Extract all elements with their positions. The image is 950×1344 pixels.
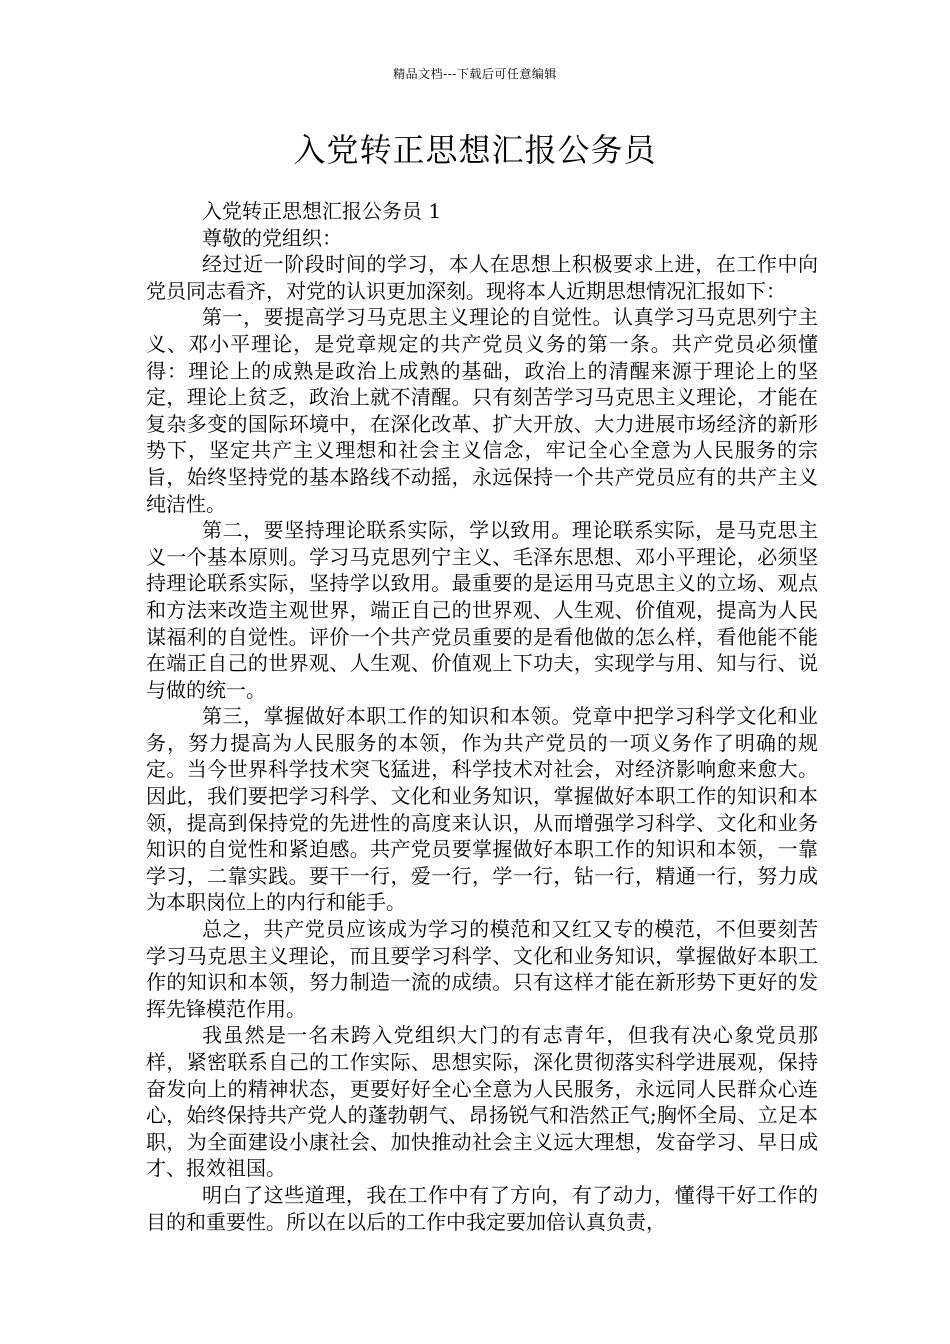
paragraph-third-point: 第三，掌握做好本职工作的知识和本领。党章中把学习科学文化和业务，努力提高为人民服务的本领，作为共产党员的一项义务作了明确的规定。当今世界科学技术突飞猛进，科学技术对社会，对经济影响愈来愈大。因此，我们要把学习科学、文化和业务知识，掌握做好本职工作的知识和本领，提高到保持党的先进性的高度来认识，从而增强学习科学、文化和业务知识的自觉性和紧迫感。共产党员要掌握做好本职工作的知识和本领，一靠学习，二靠实践。要干一行，爱一行，学一行，钻一行，精通一行，努力成为本职岗位上的内行和能手。 (146, 704, 818, 915)
header-note: 精品文档---下载后可任意编辑 (393, 67, 557, 81)
paragraph-summary: 总之，共产党员应该成为学习的模范和又红又专的模范，不但要刻苦学习马克思主义理论，而且要学习科学、文化和业务知识，掌握做好本职工作的知识和本领，努力制造一流的成绩。只有这样才能在新形势下更好的发挥先锋模范作用。 (146, 917, 818, 1021)
paragraph-intro: 经过近一阶段时间的学习，本人在思想上积极要求上进，在工作中向党员同志看齐，对党的认识更加深刻。现将本人近期思想情况汇报如下： (146, 252, 818, 303)
document-title: 入党转正思想汇报公务员 (293, 131, 657, 169)
paragraph-closing: 明白了这些道理，我在工作中有了方向，有了动力，懂得干好工作的目的和重要性。所以在以后的工作中我定要加倍认真负责， (146, 1182, 818, 1234)
paragraph-subtitle: 入党转正思想汇报公务员 1 (202, 199, 442, 223)
paragraph-salutation: 尊敬的党组织： (202, 225, 342, 250)
paragraph-first-point: 第一，要提高学习马克思主义理论的自觉性。认真学习马克思列宁主义、邓小平理论，是党章规定的共产党员义务的第一条。共产党员必须懂得：理论上的成熟是政治上成熟的基础，政治上的清醒来源于理论上的坚定，理论上贫乏，政治上就不清醒。只有刻苦学习马克思主义理论，才能在复杂多变的国际环境中，在深化改革、扩大开放、大力进展市场经济的新形势下，坚定共产主义理想和社会主义信念，牢记全心全意为人民服务的宗旨，始终坚持党的基本路线不动摇，永远保持一个共产党员应有的共产主义纯洁性。 (146, 305, 818, 516)
document-body (146, 198, 818, 1235)
paragraph-resolution: 我虽然是一名未跨入党组织大门的有志青年，但我有决心象党员那样，紧密联系自己的工作实际、思想实际，深化贯彻落实科学进展观，保持奋发向上的精神状态，更要好好全心全意为人民服务，永远同人民群众心连心，始终保持共产党人的蓬勃朝气、昂扬锐气和浩然正气;胸怀全局、立足本职，为全面建设小康社会、加快推动社会主义远大理想，发奋学习、早日成才、报效祖国。 (146, 1023, 818, 1181)
paragraph-second-point: 第二，要坚持理论联系实际，学以致用。理论联系实际，是马克思主义一个基本原则。学习马克思列宁主义、毛泽东思想、邓小平理论，必须坚持理论联系实际，坚持学以致用。最重要的是运用马克思主义的立场、观点和方法来改造主观世界，端正自己的世界观、人生观、价值观，提高为人民谋福利的自觉性。评价一个共产党员重要的是看他做的怎么样，看他能不能在端正自己的世界观、人生观、价值观上下功夫，实现学与用、知与行、说与做的统一。 (146, 518, 818, 702)
